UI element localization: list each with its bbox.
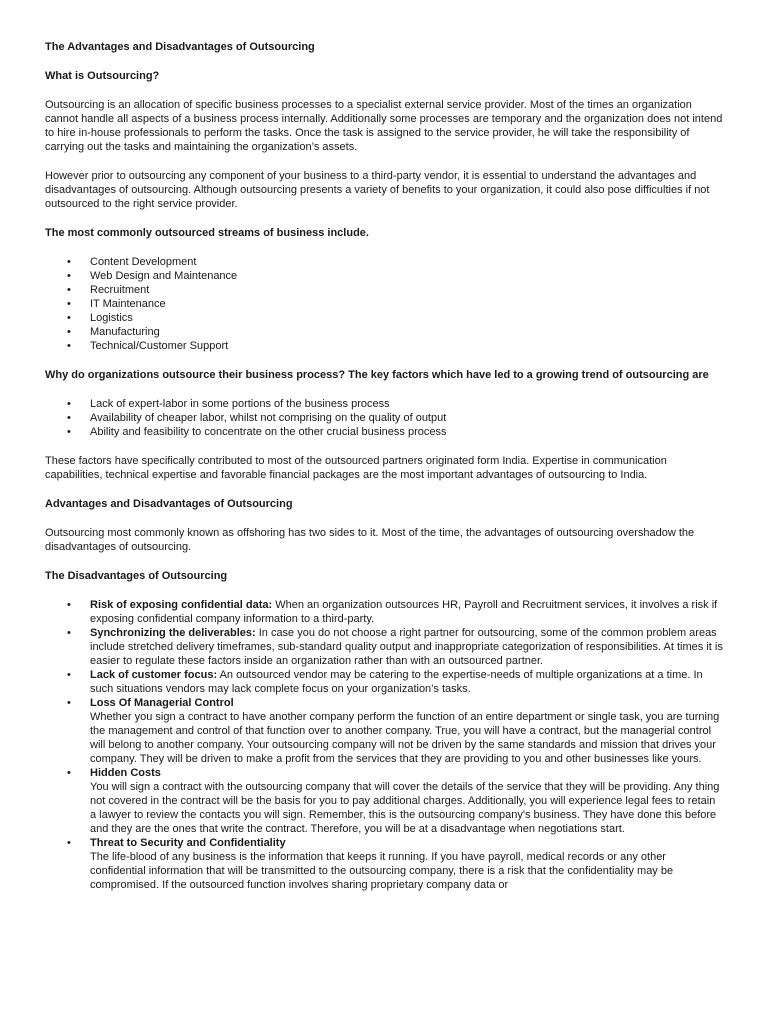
item-lead: • Threat to Security and Confidentiality (90, 837, 286, 849)
list-item: • Technical/Customer Support (45, 339, 724, 353)
heading-what-is-outsourcing: What is Outsourcing? (45, 70, 160, 82)
list-item: • Web Design and Maintenance (45, 269, 724, 283)
list-item (45, 696, 724, 766)
list-item: • Manufacturing (45, 325, 724, 339)
list-item: • Content Development (45, 255, 724, 269)
item-lead: • Loss Of Managerial Control (90, 697, 234, 709)
item-text: When an organization outsources HR, Payroll and Recruitment services, it involves a risk if exposing confidential company information to a third-party. (90, 599, 718, 625)
list-item (45, 598, 724, 626)
item-text: You will sign a contract with the outsourcing company that will cover the details of the service that they will be providing. Any thing not covered in the contract will be the basis for you to pay additional charges. Additionally, you will experience legal fees to retain a lawyer to review the contacts you will sign. Remember, this is the outsourcing company's business. They have done this before and they are the ones that write the contract. Therefore, you will be at a disadvantage when negotiations start. (90, 781, 720, 835)
heading-disadvantages: The Disadvantages of Outsourcing (45, 570, 228, 582)
item-lead: Risk of exposing confidential data: (90, 599, 273, 611)
list-item (45, 668, 724, 696)
list-item: • IT Maintenance (45, 297, 724, 311)
item-text: The life-blood of any business is the information that keeps it running. If you have payroll, medical records or any other confidential information that will be transmitted to the outsourcing company, there is a risk that the confidentiality may be compromised. If the outsourced function involves sharing proprietary company data or (90, 851, 674, 891)
paragraph-prior-to-outsourcing: However prior to outsourcing any component of your business to a third-party vendor, it is essential to understand the advantages and disadvantages of outsourcing. Although outsourcing presents a variety of benefits to your organization, it could also pose difficulties if not outsourced to the right service provider. (45, 170, 710, 210)
list-item: • Logistics (45, 311, 724, 325)
list-item: • Ability and feasibility to concentrate on the other crucial business process (45, 425, 724, 439)
document-title: The Advantages and Disadvantages of Outsourcing (45, 41, 315, 53)
item-lead: Synchronizing the deliverables: (90, 627, 256, 639)
item-text: In case you do not choose a right partner for outsourcing, some of the common problem areas include stretched delivery timeframes, sub-standard quality output and inappropriate categorization of responsibilities. At times it is easier to regulate these factors inside an organization rather than with an outsourced partner. (90, 627, 723, 667)
disadvantages-list (45, 598, 724, 892)
item-lead: • Hidden Costs (90, 767, 161, 779)
item-text: An outsourced vendor may be catering to the expertise-needs of multiple organizations at a time. In such situations vendors may lack complete focus on your organization’s tasks. (90, 669, 703, 695)
list-item (45, 626, 724, 668)
list-item (45, 836, 724, 892)
paragraph-definition: Outsourcing is an allocation of specific business processes to a specialist external service provider. Most of the times an organization cannot handle all aspects of a business process internally. Additionally some processes are temporary and the organization does not intend to hire in-house professionals to perform the tasks. Once the task is assigned to the service provider, he will take the responsibility of carrying out the tasks and maintaining the organization’s assets. (45, 99, 723, 153)
factors-list (45, 397, 724, 439)
heading-why-outsource: Why do organizations outsource their business process? The key factors which have led to a growing trend of outsourcing are (45, 369, 709, 381)
paragraph-india: These factors have specifically contributed to most of the outsourced partners originated form India. Expertise in communication capabilities, technical expertise and favorable financial packages are the most important advantages of outsourcing to India. (45, 455, 667, 481)
heading-outsourced-streams: The most commonly outsourced streams of business include. (45, 227, 369, 239)
list-item: • Lack of expert-labor in some portions of the business process (45, 397, 724, 411)
list-item (45, 766, 724, 836)
item-text: Whether you sign a contract to have another company perform the function of an entire department or single task, you are turning the management and control of that function over to another company. True, you will have a contract, but the managerial control will belong to another company. Your outsourcing company will not be driven by the same standards and mission that drives your company. They will be driven to make a profit from the services that they are providing to you and other businesses like yours. (90, 711, 720, 765)
heading-advantages-disadvantages: Advantages and Disadvantages of Outsourcing (45, 498, 293, 510)
streams-list (45, 255, 724, 353)
list-item: • Recruitment (45, 283, 724, 297)
list-item: • Availability of cheaper labor, whilst not comprising on the quality of output (45, 411, 724, 425)
item-lead: Lack of customer focus: (90, 669, 218, 681)
paragraph-two-sides: Outsourcing most commonly known as offshoring has two sides to it. Most of the time, the advantages of outsourcing overshadow the disadvantages of outsourcing. (45, 527, 695, 553)
